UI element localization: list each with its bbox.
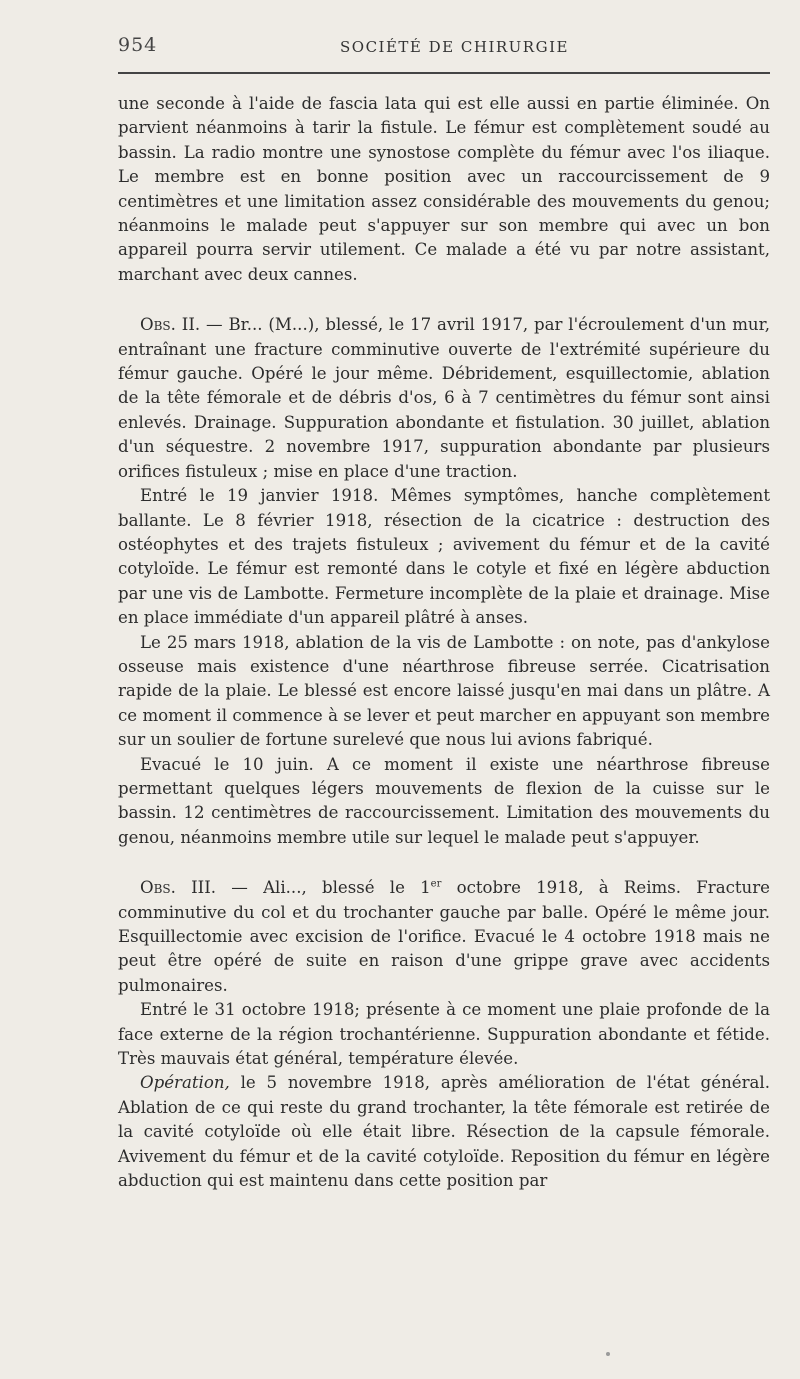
page-number: 954 (118, 34, 158, 56)
section-gap (118, 287, 770, 313)
operation-heading: Opération, (140, 1073, 230, 1093)
observation-2-label: Obs. II. (140, 315, 201, 335)
observation-3-paragraph-1 (118, 876, 770, 998)
header-divider (118, 72, 770, 74)
paragraph-continuation: une seconde à l'aide de fascia lata qui est elle aussi en partie éliminée. On parvient néanmoins à tarir la fistule. Le fémur est complètement soudé au bassin. La radio montre une synostose complète du fémur avec l'os iliaque. Le membre est en bonne position avec un raccourcissement de 9 centimètres et une limitation assez considérable des mouvements du genou; néanmoins le malade peut s'appuyer sur son membre qui avec un bon appareil pourra servir utilement. Ce malade a été vu par notre assistant, marchant avec deux cannes. (118, 94, 770, 284)
ordinal-superscript: er (430, 878, 442, 890)
observation-2-paragraph-4: Evacué le 10 juin. A ce moment il existe une néarthrose fibreuse permettant quelques légers mouvements de flexion de la cuisse sur le bassin. 12 centimètres de raccourcissement. Limitation des mouvements du genou, néanmoins membre utile sur lequel le malade peut s'appuyer. (118, 754, 770, 847)
body-text (118, 92, 770, 1193)
observation-3-label: Obs. III. (140, 878, 217, 898)
observation-3-text-1a: — Ali..., blessé le 1 (216, 878, 431, 898)
observation-3-text-3: le 5 novembre 1918, après amélioration de l'état général. Ablation de ce qui reste du grand trochanter, la tête fémorale est retirée de la cavité cotyloïde où elle était libre. Résection de la capsule fémorale. Avivement du fémur et de la cavité cotyloïde. Reposition du fémur en légère abduction qui est maintenu dans cette position par (118, 1073, 770, 1191)
observation-2-text-1: — Br... (M...), blessé, le 17 avril 1917, par l'écroulement d'un mur, entraînant une fracture comminutive ouverte de l'extrémité supérieure du fémur gauche. Opéré le jour même. Débridement, esquillectomie, ablation de la tête fémorale et de débris d'os, 6 à 7 centimètres du fémur sont ainsi enlevés. Drainage. Suppuration abondante et fistulation. 30 juillet, ablation d'un séquestre. 2 novembre 1917, suppuration abondante par plusieurs orifices fistuleux ; mise en place d'une traction. (118, 315, 770, 481)
running-head (118, 34, 770, 64)
observation-2-paragraph-2: Entré le 19 janvier 1918. Mêmes symptômes, hanche complètement ballante. Le 8 février 1918, résection de la cicatrice : destruction des ostéophytes et des trajets fistuleux ; avivement du fémur et de la cavité cotyloïde. Le fémur est remonté dans le cotyle et fixé en légère abduction par une vis de Lambotte. Fermeture incomplète de la plaie et drainage. Mise en place immédiate d'un appareil plâtré à anses. (118, 486, 770, 628)
observation-3-paragraph-2: Entré le 31 octobre 1918; présente à ce moment une plaie profonde de la face externe de la région trochantérienne. Suppuration abondante et fétide. Très mauvais état général, température élevée. (118, 1000, 770, 1069)
observation-3-paragraph-3 (118, 1071, 770, 1193)
running-title: SOCIÉTÉ DE CHIRURGIE (340, 38, 569, 56)
section-gap (118, 850, 770, 876)
print-speck (606, 1352, 610, 1356)
observation-2-paragraph-3: Le 25 mars 1918, ablation de la vis de Lambotte : on note, pas d'ankylose osseuse mais existence d'une néarthrose fibreuse serrée. Cicatrisation rapide de la plaie. Le blessé est encore laissé jusqu'en mai dans un plâtre. A ce moment il commence à se lever et peut marcher en appuyant son membre sur un soulier de fortune surelevé que nous lui avions fabriqué. (118, 632, 770, 750)
observation-3-text-1b: octobre 1918, à Reims. Fracture comminutive du col et du trochanter gauche par balle. Opéré le même jour. Esquillectomie avec excision de l'orifice. Evacué le 4 octobre 1918 mais ne peut être opéré de suite en raison d'une grippe grave avec accidents pulmonaires. (118, 878, 770, 995)
observation-2-paragraph-1 (118, 313, 770, 484)
